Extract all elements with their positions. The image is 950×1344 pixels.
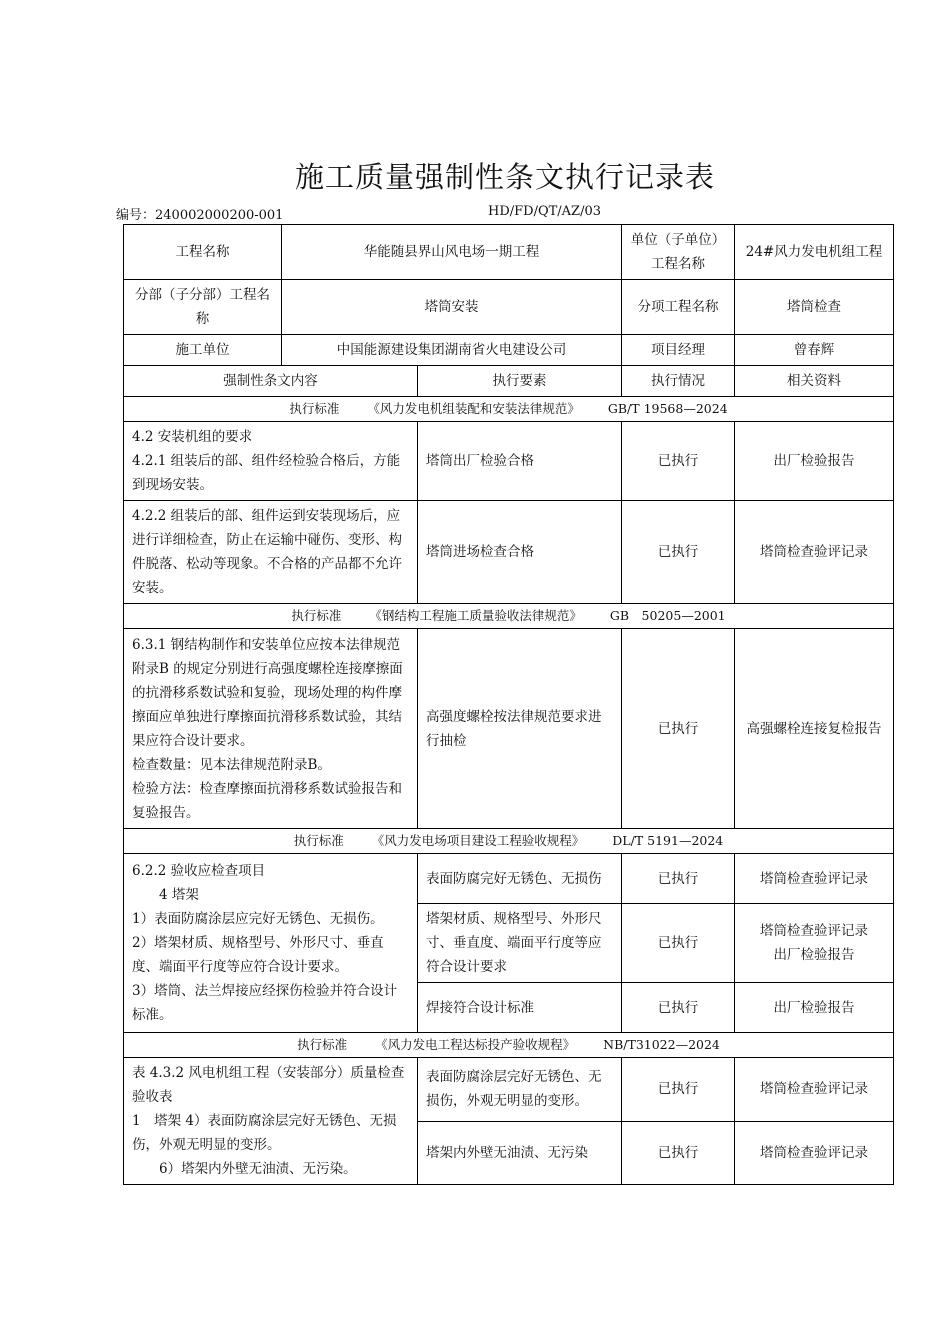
sub-item-label: 分项工程名称	[622, 280, 735, 335]
clause-content: 4.2 安装机组的要求 4.2.1 组装后的部、组件经检验合格后，方能到现场安装。	[124, 422, 418, 501]
division-label: 分部（子分部）工程名称	[124, 280, 282, 335]
standard-label: 执行标准	[293, 833, 344, 848]
related-docs: 塔筒检查验评记录	[735, 1121, 894, 1185]
project-name-value: 华能随县界山风电场一期工程	[282, 225, 622, 280]
project-name-label: 工程名称	[124, 225, 282, 280]
contractor-label: 施工单位	[124, 335, 282, 366]
related-docs: 出厂检验报告	[735, 422, 894, 501]
standard-code: GB/T 19568—2024	[607, 401, 728, 416]
execution-status: 已执行	[622, 1058, 735, 1122]
standard-name: 《钢结构工程施工质量验收法律规范》	[369, 608, 582, 623]
division-value: 塔筒安装	[282, 280, 622, 335]
clause-content: 6.3.1 钢结构制作和安装单位应按本法律规范附录B 的规定分别进行高强度螺栓连接摩擦面的抗滑移系数试验和复验，现场处理的构件摩擦面应单独进行摩擦面抗滑移系数试验，其结果应符合设计要求。 检查数量：见本法律规范附录B。 检验方法：检查摩擦面抗滑移系数试验报告和复验报告。	[124, 629, 418, 829]
column-header: 执行要素	[418, 366, 622, 397]
pm-value: 曾春辉	[735, 335, 894, 366]
execution-status: 已执行	[622, 904, 735, 983]
execution-element: 塔筒出厂检验合格	[418, 422, 622, 501]
related-docs: 高强螺栓连接复检报告	[735, 629, 894, 829]
sub-item-value: 塔筒检查	[735, 280, 894, 335]
standard-name: 《风力发电场项目建设工程验收规程》	[371, 833, 585, 848]
standard-row	[124, 397, 894, 422]
standard-label: 执行标准	[289, 401, 340, 416]
table-header	[124, 225, 894, 397]
related-docs: 塔筒检查验评记录	[735, 854, 894, 904]
unit-project-label: 单位（子单位）工程名称	[622, 225, 735, 280]
column-header: 强制性条文内容	[124, 366, 418, 397]
form-code: HD/FD/QT/AZ/03	[488, 204, 602, 219]
standard-row	[124, 1033, 894, 1058]
execution-status: 已执行	[622, 1121, 735, 1185]
standard-section	[124, 1033, 894, 1185]
execution-status: 已执行	[622, 422, 735, 501]
related-docs: 塔筒检查验评记录	[735, 1058, 894, 1122]
standard-code: GB 50205—2001	[609, 608, 726, 623]
execution-status: 已执行	[622, 629, 735, 829]
standard-name: 《风力发电机组装配和安装法律规范》	[367, 401, 580, 416]
contractor-value: 中国能源建设集团湖南省火电建设公司	[282, 335, 622, 366]
related-docs: 塔筒检查验评记录	[735, 501, 894, 604]
execution-element: 高强度螺栓按法律规范要求进行抽检	[418, 629, 622, 829]
column-header: 执行情况	[622, 366, 735, 397]
column-header: 相关资料	[735, 366, 894, 397]
execution-status: 已执行	[622, 501, 735, 604]
standard-label: 执行标准	[297, 1037, 348, 1052]
standard-section	[124, 829, 894, 1033]
clause-content: 4.2.2 组装后的部、组件运到安装现场后，应进行详细检查，防止在运输中碰伤、变形、构件脱落、松动等现象。不合格的产品都不允许安装。	[124, 501, 418, 604]
page-title: 施工质量强制性条文执行记录表	[294, 160, 715, 194]
execution-element: 焊接符合设计标准	[418, 983, 622, 1033]
related-docs: 出厂检验报告	[735, 983, 894, 1033]
execution-status: 已执行	[622, 983, 735, 1033]
standard-name: 《风力发电工程达标投产验收规程》	[375, 1037, 576, 1052]
standard-label: 执行标准	[291, 608, 342, 623]
standard-section	[124, 397, 894, 604]
record-table	[123, 224, 894, 1185]
standard-section	[124, 604, 894, 829]
execution-element: 表面防腐完好无锈色、无损伤	[418, 854, 622, 904]
standard-code: DL/T 5191—2024	[612, 833, 724, 848]
execution-element: 塔架内外壁无油渍、无污染	[418, 1121, 622, 1185]
execution-element: 塔筒进场检查合格	[418, 501, 622, 604]
pm-label: 项目经理	[622, 335, 735, 366]
execution-status: 已执行	[622, 854, 735, 904]
related-docs: 塔筒检查验评记录 出厂检验报告	[735, 904, 894, 983]
standard-row	[124, 829, 894, 854]
standard-row	[124, 604, 894, 629]
execution-element: 表面防腐涂层完好无锈色、无损伤，外观无明显的变形。	[418, 1058, 622, 1122]
standard-code: NB/T31022—2024	[603, 1037, 720, 1052]
document-number: 编号：240002000200-001	[116, 208, 284, 223]
unit-project-value: 24#风力发电机组工程	[735, 225, 894, 280]
execution-element: 塔架材质、规格型号、外形尺寸、垂直度、端面平行度等应符合设计要求	[418, 904, 622, 983]
clause-content: 6.2.2 验收应检查项目 4 塔架 1）表面防腐涂层应完好无锈色、无损伤。 2）塔架材质、规格型号、外形尺寸、垂直度、端面平行度等应符合设计要求。 3）塔筒、法兰焊接应经探伤检验并符合设计标准。	[124, 854, 418, 1033]
clause-content: 表 4.3.2 风电机组工程（安装部分）质量检查验收表 1 塔架 4）表面防腐涂层完好无锈色、无损伤，外观无明显的变形。 6）塔架内外壁无油渍、无污染。	[124, 1058, 418, 1185]
